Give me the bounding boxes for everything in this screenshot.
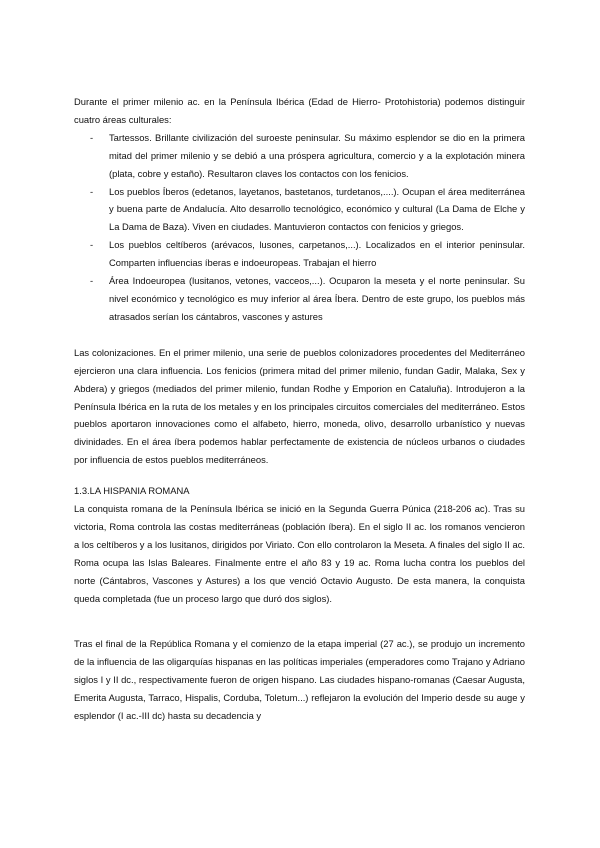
- list-bullet: -: [90, 275, 94, 287]
- document-page: [74, 93, 525, 725]
- list-bullet: -: [90, 185, 94, 197]
- spacer: [74, 607, 525, 635]
- cultural-areas-list: [74, 129, 525, 326]
- spacer: [74, 469, 525, 482]
- section-heading: 1.3.LA HISPANIA ROMANA: [74, 485, 190, 497]
- republica-paragraph: Tras el final de la República Romana y el comienzo de la etapa imperial (27 ac.), se produjo un incremento de la influencia de las oligarquías hispanas en las políticas imperiales (emperadores como Trajano y Adriano siglos I y II dc., respectivamente fueron de origen hispano. Las ciudades hispano-romanas (Caesar Augusta, Emerita Augusta, Tarraco, Hispalis, Corduba, Toletum...) reflejaron la evolución del Imperio desde su auge y esplendor (I ac.-III dc) hasta su decadencia y: [74, 638, 525, 722]
- spacer: [74, 326, 525, 344]
- list-bullet: -: [90, 239, 94, 251]
- list-item: [74, 129, 525, 183]
- conquista-paragraph: La conquista romana de la Península Ibérica se inició en la Segunda Guerra Púnica (218-206 ac). Tras su victoria, Roma controla las costas mediterráneas (población íbera). En el siglo II ac. los romanos vencieron a los celtíberos y a los lusitanos, dirigidos por Viriato. Con ello controlaron la Meseta. A finales del siglo II ac. Roma ocupa las Islas Baleares. Finalmente entre el año 83 y 19 ac. Roma lucha contra los pueblos del norte (Cántabros, Vascones y Astures) a los que venció Octavio Augusto. De esta manera, la conquista queda completada (fue un proceso largo que duró dos siglos).: [74, 503, 525, 604]
- list-bullet: -: [90, 131, 94, 143]
- colonizaciones-paragraph: Las colonizaciones. En el primer milenio, una serie de pueblos colonizadores procedentes del Mediterráneo ejercieron una clara influencia. Los fenicios (primera mitad del primer milenio, fundan Gadir, Malaka, Sex y Abdera) y griegos (mediados del primer milenio, fundan Rodhe y Emporion en Cataluña). Introdujeron a la Península Ibérica en la ruta de los metales y en los principales circuitos comerciales del mediterráneo. Estos pueblos aportaron innovaciones como el alfabeto, hierro, moneda, olivo, desarrollo urbanístico y nuevas divinidades. En el área íbera podemos hablar perfectamente de existencia de núcleos urbanos o ciudades por influencia de estos pueblos mediterráneos.: [74, 346, 525, 466]
- list-item-text: Los pueblos Íberos (edetanos, layetanos, bastetanos, turdetanos,....). Ocupan el área mediterránea y buena parte de Andalucía. Alto desarrollo tecnológico, económico y cultural (La Dama de Elche y La Dama de Baza). Viven en ciudades. Mantuvieron contactos con fenicios y griegos.: [109, 185, 525, 233]
- list-item: [74, 183, 525, 237]
- list-item-text: Área Indoeuropea (lusitanos, vetones, vacceos,...). Ocuparon la meseta y el norte peninsular. Su nivel económico y tecnológico es muy inferior al área Íbera. Dentro de este grupo, los pueblos más atrasados serían los cántabros, vascones y astures: [109, 275, 525, 322]
- list-item-text: Los pueblos celtíberos (arévacos, lusones, carpetanos,...). Localizados en el interior peninsular. Comparten influencias íberas e indoeuropeas. Trabajan el hierro: [109, 239, 525, 269]
- intro-paragraph: Durante el primer milenio ac. en la Península Ibérica (Edad de Hierro- Protohistoria) podemos distinguir cuatro áreas culturales:: [74, 96, 525, 125]
- list-item: [74, 236, 525, 272]
- list-item-text: Tartessos. Brillante civilización del suroeste peninsular. Su máximo esplendor se dio en la primera mitad del primer milenio y se debió a una próspera agricultura, comercio y a la explotación minera (plata, cobre y estaño). Resultaron claves los contactos con los fenicios.: [109, 131, 525, 179]
- list-item: [74, 272, 525, 326]
